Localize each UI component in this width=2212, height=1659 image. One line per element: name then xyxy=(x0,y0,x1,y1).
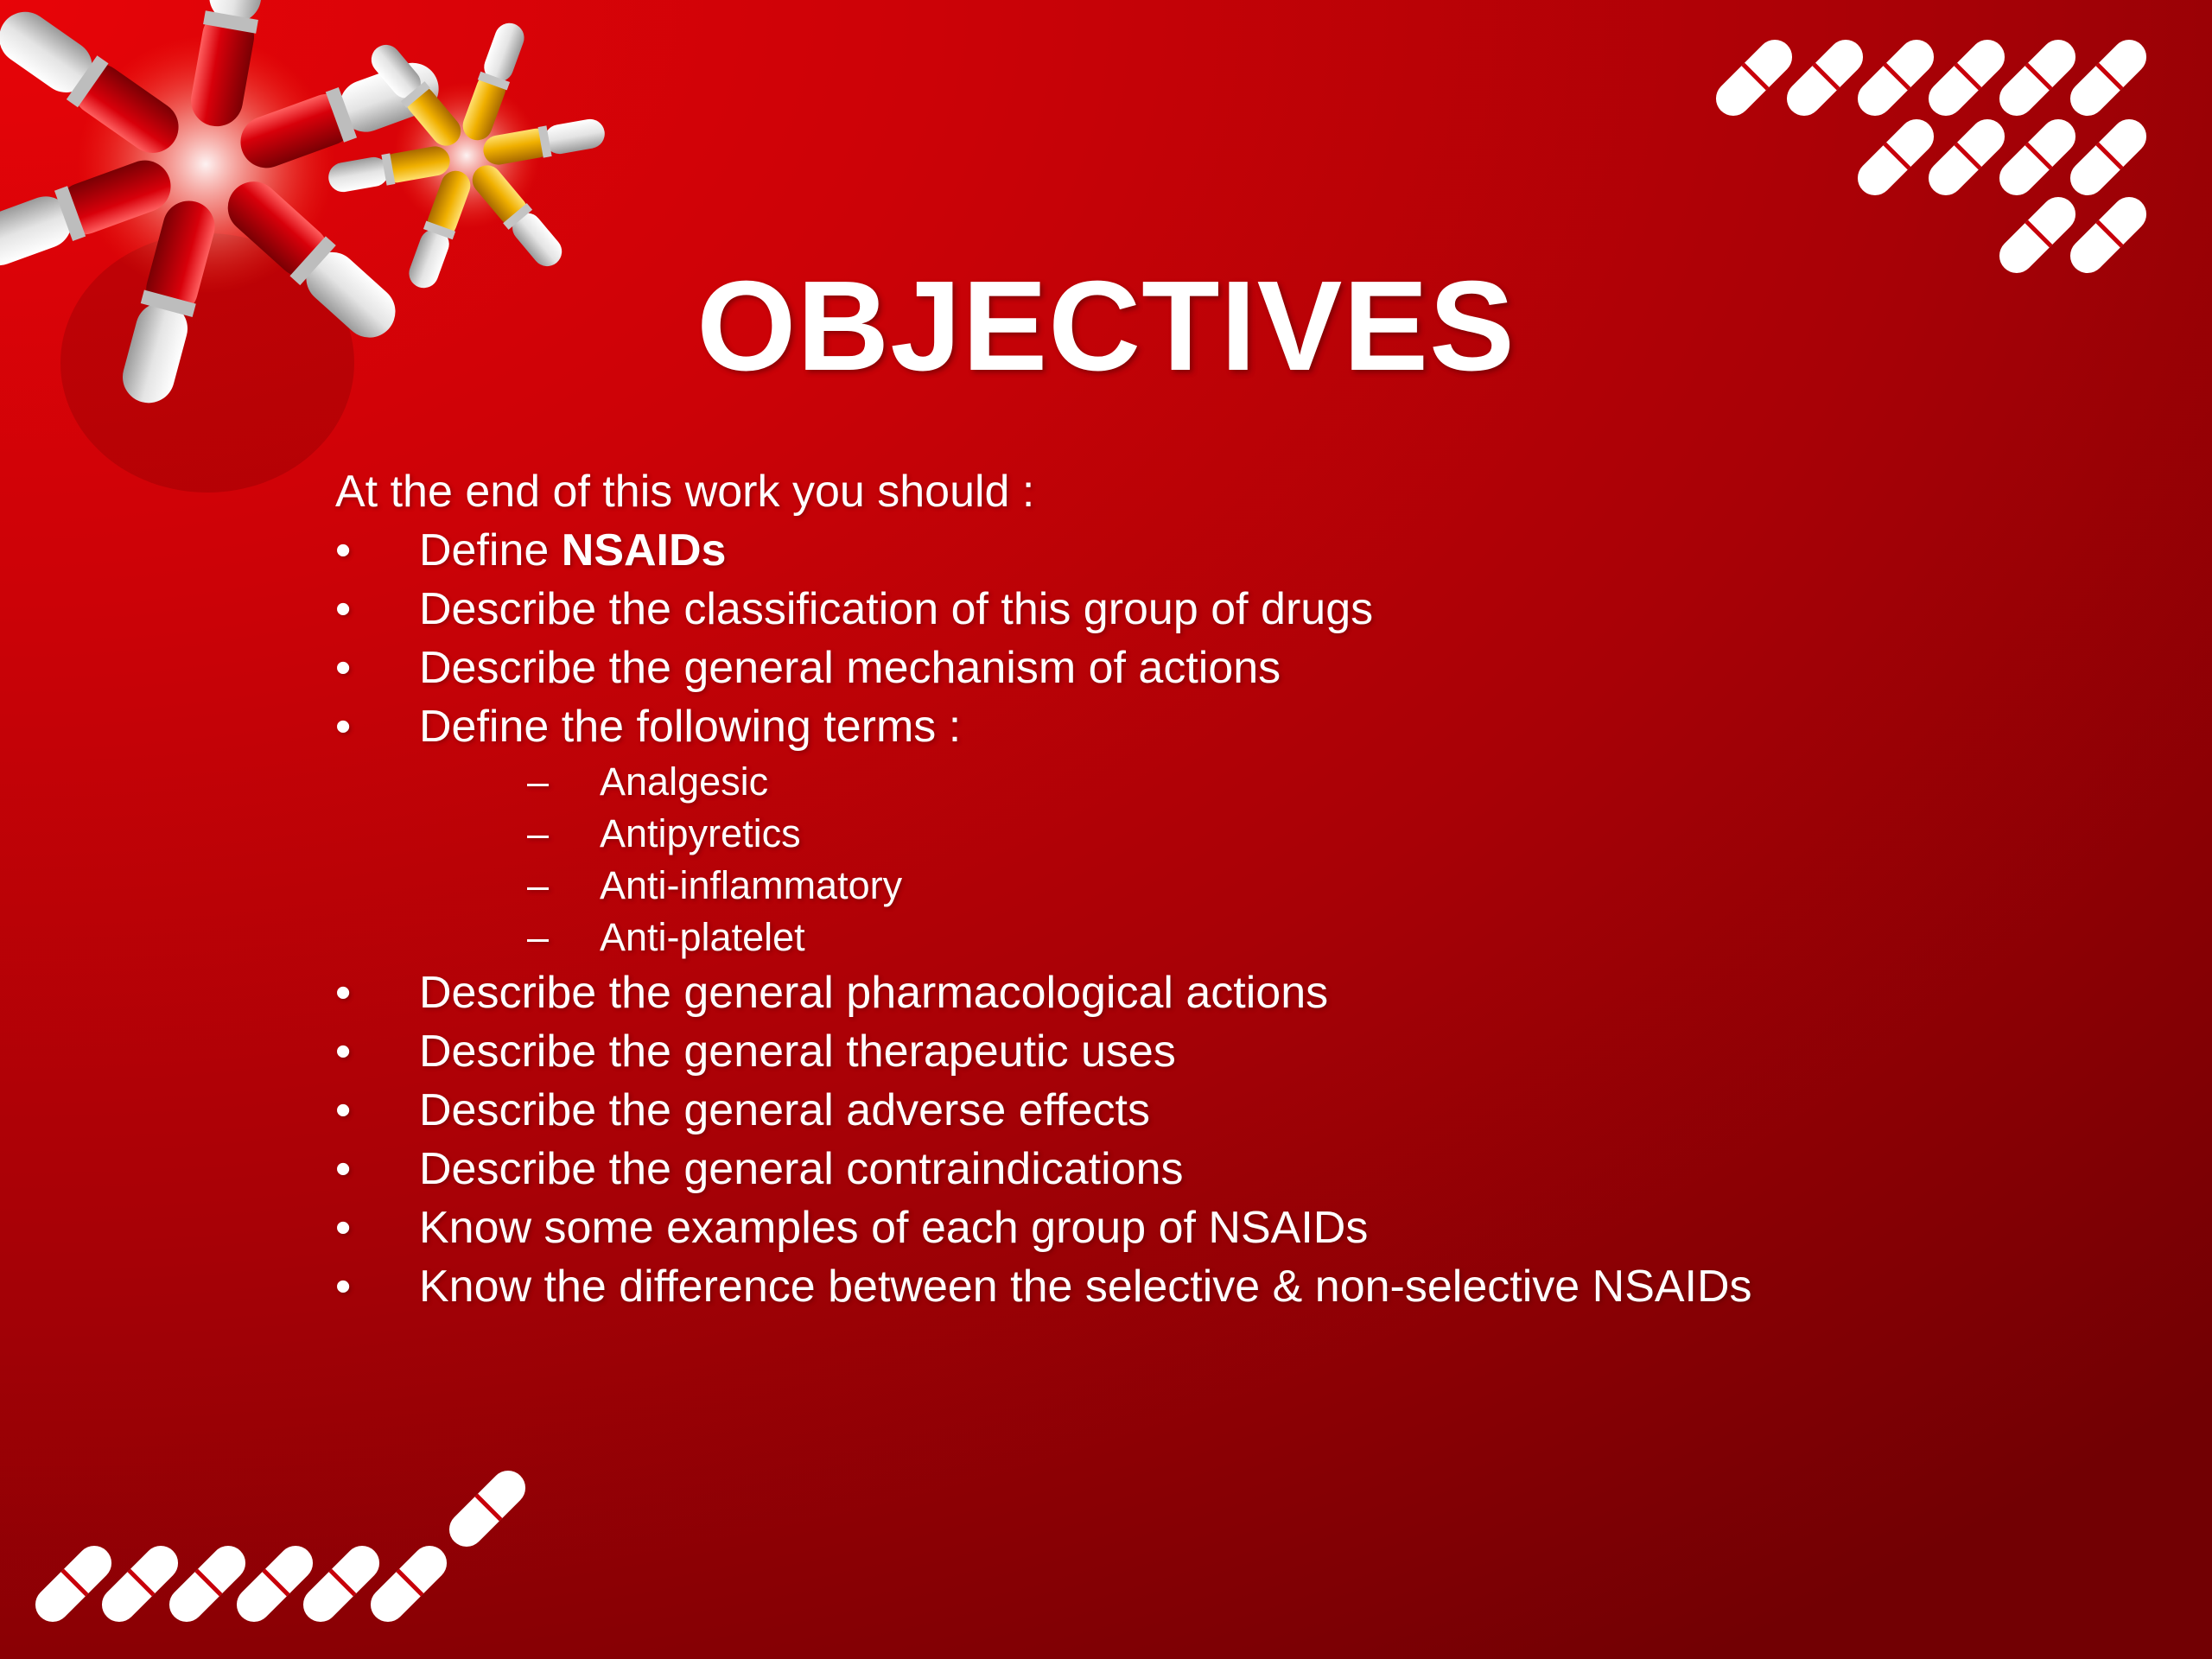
yellow-white-capsules-cluster-icon xyxy=(326,19,607,293)
objective-item: • Describe the classification of this group of drugs xyxy=(335,580,2150,639)
white-capsule-row-icon xyxy=(29,1464,533,1630)
objectives-content xyxy=(335,462,2150,1316)
objective-bold-term: NSAIDs xyxy=(561,525,727,575)
objective-item: • Describe the general therapeutic uses xyxy=(335,1022,2150,1081)
objective-item: • Know some examples of each group of NSAIDs xyxy=(335,1198,2150,1257)
objective-item: • Know the difference between the selective & non-selective NSAIDs xyxy=(335,1257,2150,1316)
objective-item: • Describe the general contraindications xyxy=(335,1140,2150,1198)
white-capsule-pattern-icon xyxy=(1709,33,2154,281)
term-item: – Anti-inflammatory xyxy=(419,860,2150,912)
term-item: – Anti-platelet xyxy=(419,912,2150,963)
objective-item: • Describe the general pharmacological actions xyxy=(335,963,2150,1022)
intro-text: At the end of this work you should : xyxy=(335,467,1035,517)
objective-text: Define the following terms : xyxy=(419,702,962,752)
term-item: – Analgesic xyxy=(419,756,2150,808)
objective-item: • Describe the general mechanism of actions xyxy=(335,639,2150,697)
objective-item xyxy=(335,697,2150,963)
terms-list xyxy=(419,756,2150,963)
objective-item xyxy=(335,521,2150,580)
objectives-list xyxy=(335,521,2150,1316)
objective-item: • Describe the general adverse effects xyxy=(335,1081,2150,1140)
objective-prefix: Define xyxy=(419,525,562,575)
slide-title: OBJECTIVES xyxy=(696,255,1516,398)
term-item: – Antipyretics xyxy=(419,808,2150,860)
